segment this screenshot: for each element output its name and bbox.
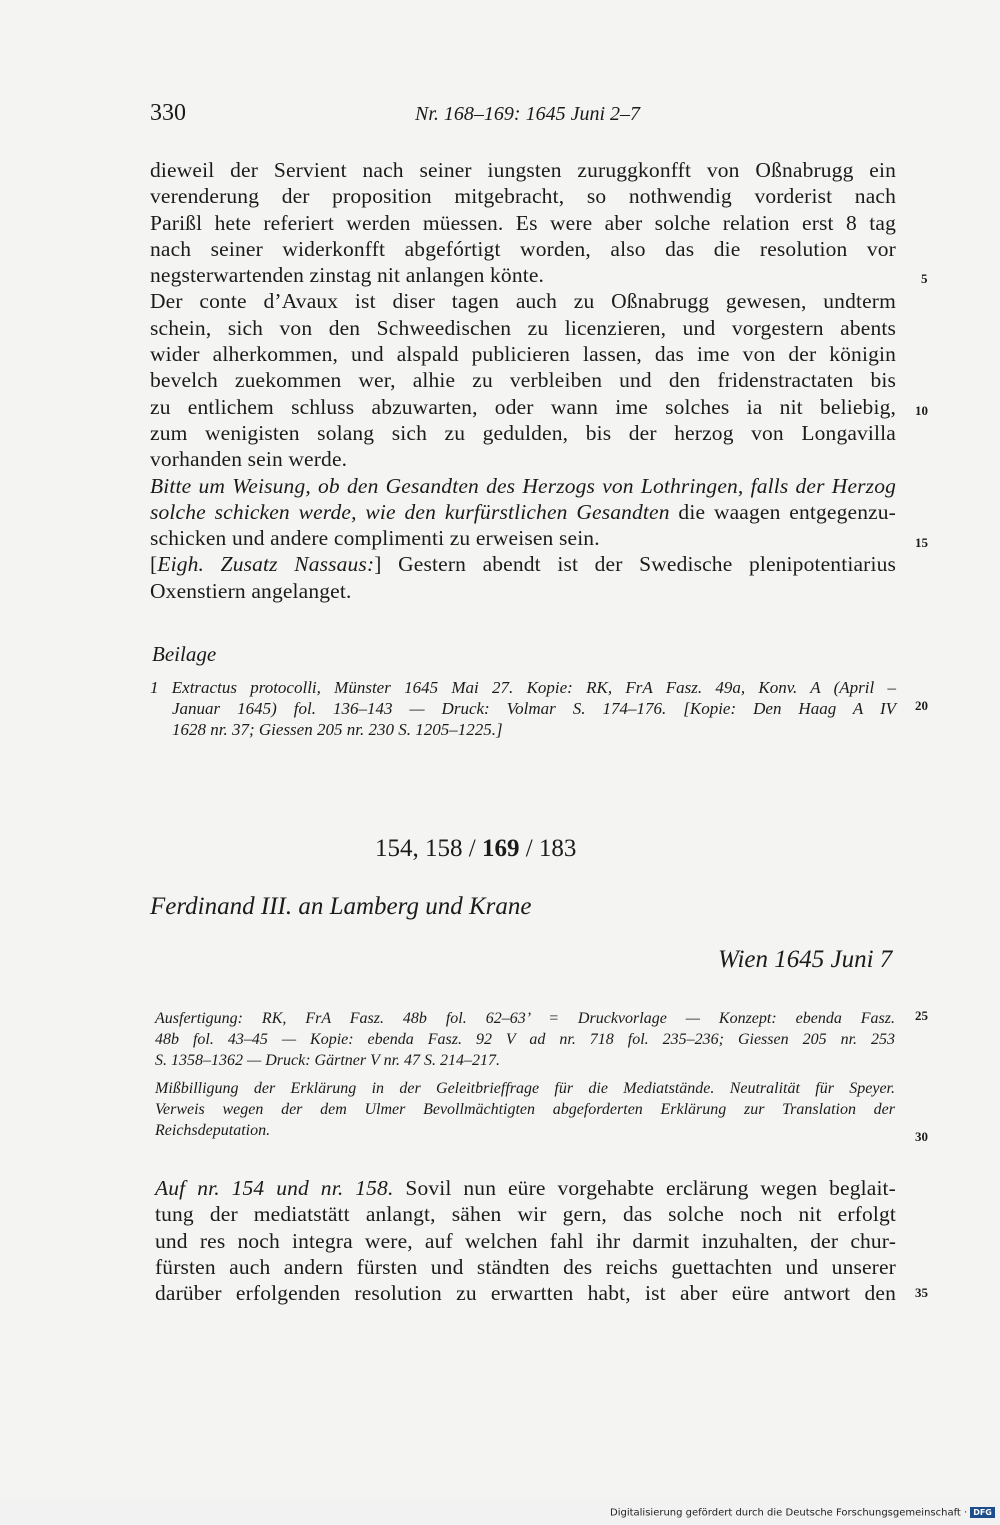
source-line: Ausfertigung: RK, FrA Fasz. 48b fol. 62–63’ = Druckvorlage — Konzept: ebenda Fasz. (155, 1010, 895, 1027)
line-number: 35 (915, 1285, 928, 1300)
document-number: 169 (481, 835, 520, 862)
text-line (155, 1175, 896, 1201)
roman-span: Sovil nun eüre vorgehabte erclärung wegen beglait- (393, 1176, 896, 1200)
source-line: S. 1358–1362 — Druck: Gärtner V nr. 47 S. 214–217. (155, 1052, 501, 1069)
document-title: Ferdinand III. an Lamberg und Krane (150, 893, 532, 920)
page-number: 330 (150, 100, 186, 126)
text-line: schein, sich von den Schweedischen zu licenzieren, und vorgestern abents (150, 315, 896, 340)
text-line: Oxenstiern angelanget. (150, 578, 352, 603)
sources-block (155, 1008, 895, 1071)
text-line: Der conte d’Avaux ist diser tagen auch zu Oßnabrugg gewesen, undterm (150, 289, 896, 314)
italic-span: solche schicken werde, wie den kurfürstlichen Gesandten (150, 499, 670, 524)
line-number: 25 (915, 1008, 928, 1023)
beilage-heading: Beilage (152, 642, 217, 666)
ref-before: 154, 158 / (375, 835, 482, 862)
summary-line: Mißbilligung der Erklärung in der Geleitbrieffrage für die Mediatstände. Neutralität für Speyer. (155, 1080, 895, 1097)
italic-span: Auf nr. 154 und nr. 158. (155, 1176, 394, 1200)
roman-span: die waagen entgegenzu- (669, 499, 896, 524)
body-text-main (155, 1175, 896, 1306)
beilage-line: 1 Extractus protocolli, Münster 1645 Mai 27. Kopie: RK, FrA Fasz. 49a, Konv. A (April – (150, 678, 896, 697)
text-line: Bitte um Weisung, ob den Gesandten des Herzogs von Lothringen, falls der Herzog (150, 473, 896, 498)
text-line: nach seiner widerkonfft abgefórtigt worden, also das die resolution vor (150, 236, 896, 261)
summary-block (155, 1078, 895, 1141)
line-number: 10 (915, 403, 928, 418)
beilage-line: Januar 1645) fol. 136–143 — Druck: Volmar S. 174–176. [Kopie: Den Haag A IV (172, 699, 896, 718)
text-line: verenderung der proposition mitgebracht, so nothwendig vorderist nach (150, 184, 896, 209)
running-head: Nr. 168–169: 1645 Juni 2–7 (415, 103, 640, 125)
summary-line: Reichsdeputation. (155, 1122, 271, 1139)
text-line: zum wenigisten solang sich zu gedulden, bis der herzog von Longavilla (150, 420, 896, 445)
document-number-line (375, 835, 576, 863)
text-line: und res noch integra were, auf welchen fahl ihr darmit inzuhalten, der chur- (155, 1228, 896, 1253)
text-line: zu entlichem schluss abzuwarten, oder wann ime solches ia nit beliebig, (150, 394, 896, 419)
text-line: schicken und andere complimenti zu erweisen sein. (150, 526, 600, 551)
text-line: wider alherkommen, und alspald publicieren lassen, das ime von der königin (150, 342, 896, 367)
bracket-open: [ (150, 552, 158, 577)
text-line: negsterwartenden zinstag nit anlangen könte. (150, 263, 545, 288)
body-text-top (150, 157, 896, 604)
text-line: darüber erfolgenden resolution zu erwartten habt, ist aber eüre antwort den (155, 1281, 896, 1306)
text-line: fürsten auch andern fürsten und ständten des reichs guettachten und unserer (155, 1254, 896, 1279)
text-line: tung der mediatstätt anlangt, sähen wir gern, das solche noch nit erfolgt (155, 1202, 896, 1227)
beilage-line: 1628 nr. 37; Giessen 205 nr. 230 S. 1205–1225.] (172, 720, 503, 739)
text-line: vorhanden sein werde. (150, 447, 348, 472)
line-number: 30 (915, 1129, 928, 1144)
roman-span: ] Gestern abendt ist der Swedische plenipotentiarius (374, 552, 896, 577)
line-number: 5 (921, 271, 928, 286)
text-line: Parißl hete referiert werden müessen. Es were aber solche relation erst 8 tag (150, 210, 896, 235)
dfg-logo: DFG (970, 1507, 995, 1518)
line-number: 20 (915, 698, 928, 713)
ref-after: / 183 (519, 835, 577, 862)
footer-text: Digitalisierung gefördert durch die Deutsche Forschungsgemeinschaft · (610, 1507, 968, 1519)
text-line: bevelch zuekommen wer, alhie zu verbleiben und den fridenstractaten bis (150, 368, 896, 393)
text-line: dieweil der Servient nach seiner iungsten zuruggkonfft von Oßnabrugg ein (150, 158, 896, 182)
summary-line: Verweis wegen der dem Ulmer Bevollmächtigten abgeforderten Erklärung zur Translation der (155, 1101, 895, 1118)
beilage-entry (150, 677, 896, 740)
line-number: 15 (915, 535, 928, 550)
source-line: 48b fol. 43–45 — Kopie: ebenda Fasz. 92 V ad nr. 718 fol. 235–236; Giessen 205 nr. 253 (155, 1031, 895, 1048)
document-date: Wien 1645 Juni 7 (718, 946, 893, 973)
funding-footer (610, 1507, 995, 1519)
text-line (150, 551, 896, 577)
italic-span: Eigh. Zusatz Nassaus: (157, 552, 375, 577)
text-line (150, 499, 896, 525)
